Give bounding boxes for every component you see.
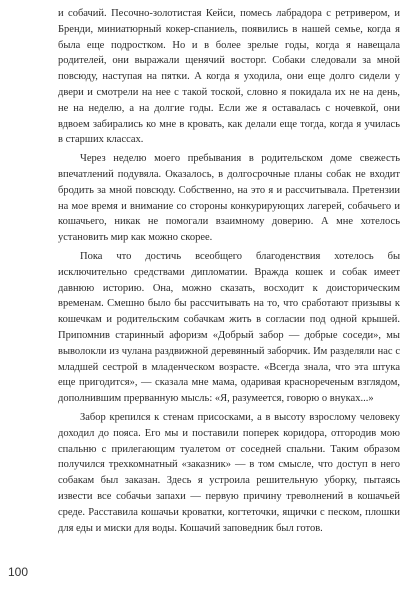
page-number: 100 — [8, 565, 29, 579]
page-body-text — [58, 6, 400, 539]
paragraph-3: Пока что достичь всеобщего благоденствия хотелось бы исключительно средствами дипломатии. Вражда кошек и собак имеет давнюю историю. Она, можно сказать, восходит к доисторическим временам. Смешно было бы рассчитывать на то, что сработают призывы к кошечкам и родительским собачкам жить в согласии под одной крышей. Припомнив старинный афоризм «Добрый забор — добрые соседи», мы выволокли из чулана раздвижной деревянный заборчик. Им разделяли нас с младшей сестрой в младенческом возрасте. «Всегда знала, что эта штука еще пригодится», — сказала мне мама, одаривая краснореченым взглядом, дополнившим прерванную мысль: «Я, разумеется, говорю о внуках...» — [58, 250, 400, 405]
paragraph-1: и собачий. Песочно-золотистая Кейси, помесь лабрадора с ретривером, и Бренди, миниатюрный кокер-спаниель, появились в нашей семье, когда я была еще подростком. Но и в более зрелые годы, когда я навещала родителей, они выражали щенячий восторг. Собаки следовали за мной повсюду, наступая на пятки. А когда я уходила, они еще долго сидели у двери и смотрели на нее с такой тоской, словно я покидала их не на день, не на неделю, а на долгие годы. Если же я оставалась с ночевкой, они вдвоем забирались ко мне в кровать, как делали еще тогда, когда я училась в старших классах. — [58, 8, 400, 146]
paragraph-4: Забор крепился к стенам присосками, а в высоту взрослому человеку доходил до пояса. Его мы и поставили поперек коридора, отгородив мою спальню с прилегающим туалетом от соседней спальни. Таким образом получился трехкомнатный «заказник» — в том смысле, что доступ в него собакам был заказан. Здесь я устроила решительную уборку, пытаясь извести все собачьи запахи — первую причину треволнений в кошачьей среде. Расставила кошачьи кроватки, когтеточки, ящички с песком, плошки для еды и миски для воды. Кошачий заповедник был готов. — [58, 411, 400, 534]
paragraph-2: Через неделю моего пребывания в родительском доме свежесть впечатлений подувяла. Оказалось, в долгосрочные планы собак не входит бродить за мной повсюду. Собственно, на это я и рассчитывала. Претензии на мое время и внимание со стороны конкурирующих лагерей, собачьего и кошачьего, никак не помогали взаимному доверию. А мне хотелось установить мир как можно скорее. — [58, 153, 400, 244]
